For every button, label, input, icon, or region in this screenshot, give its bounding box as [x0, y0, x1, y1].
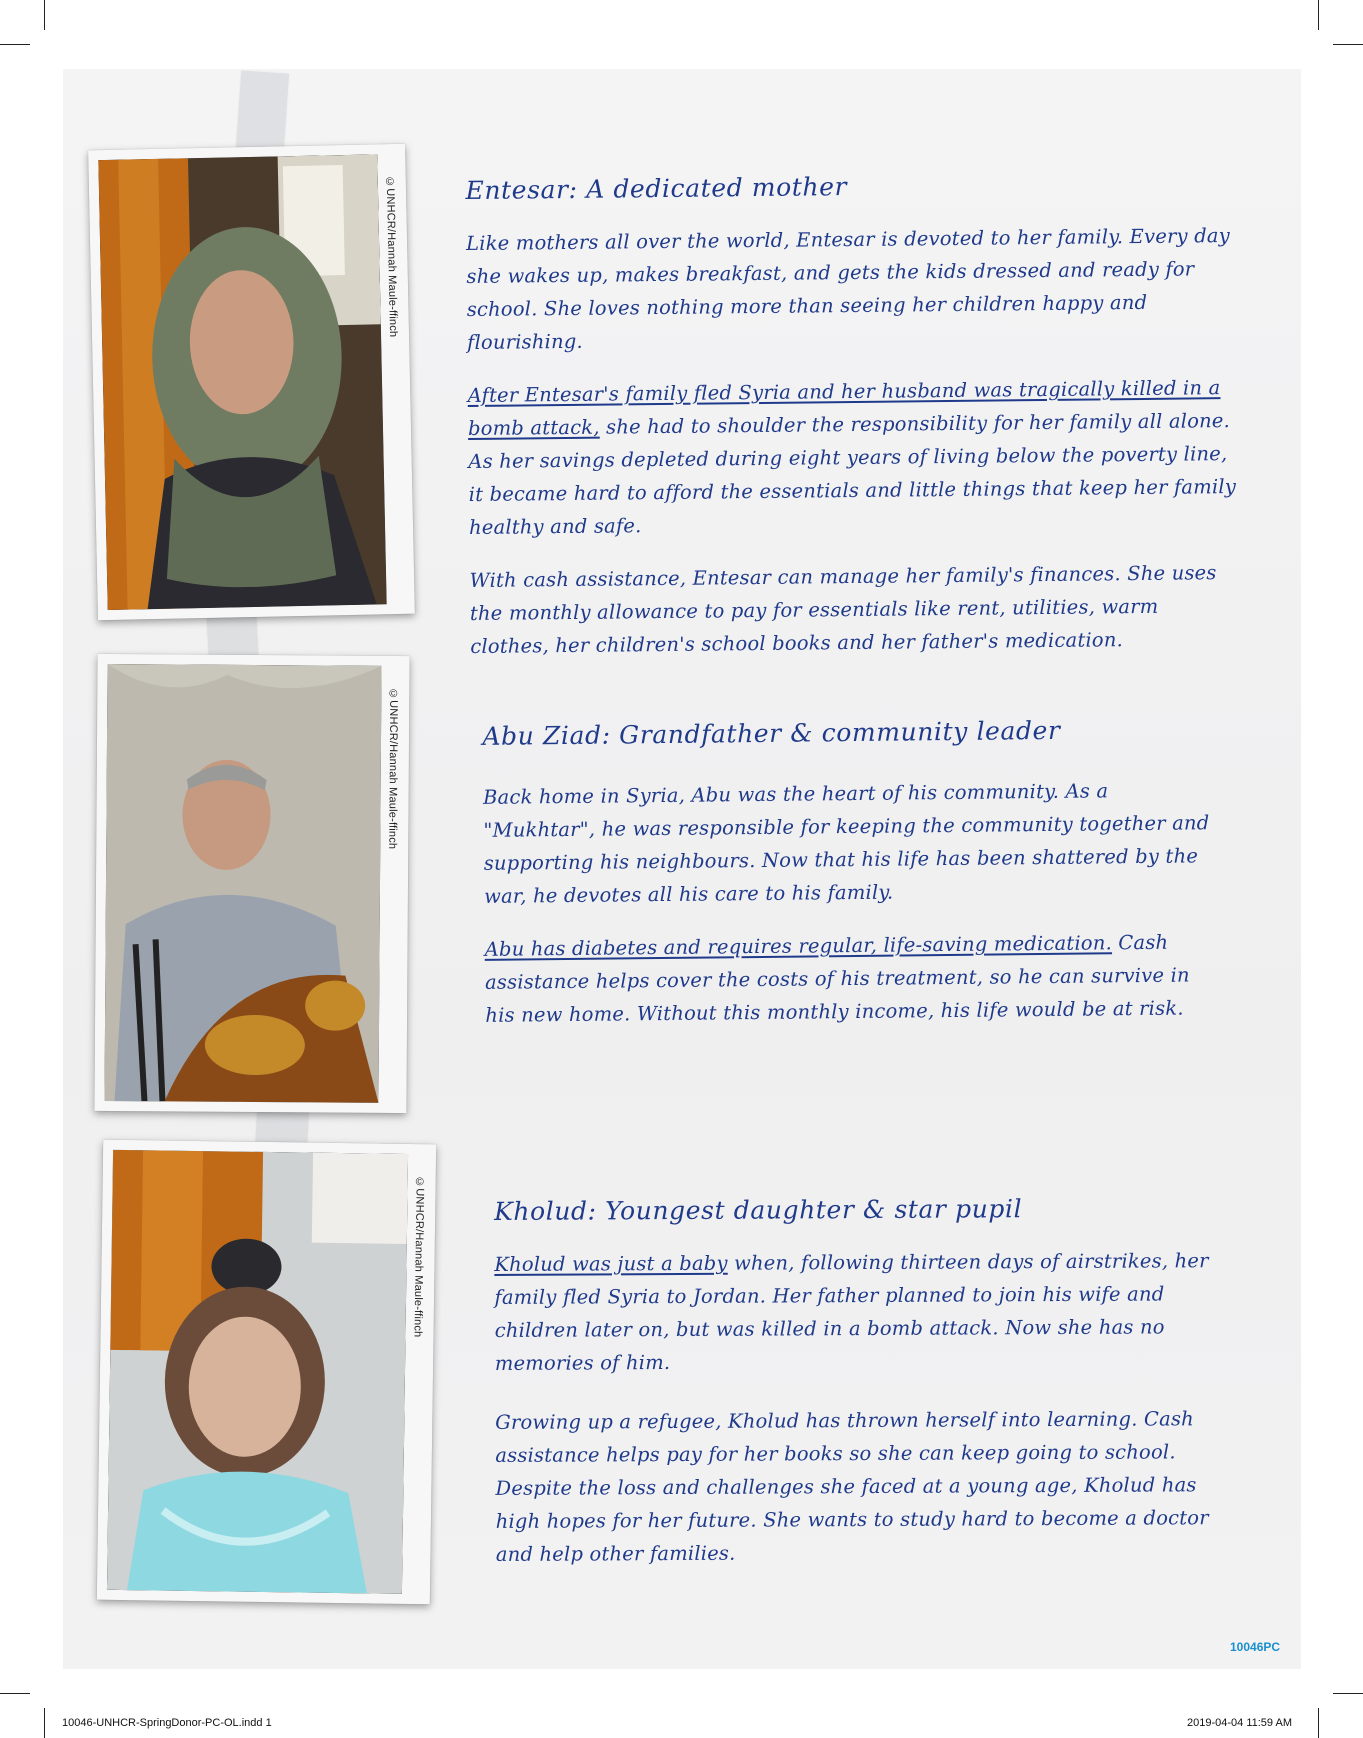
story-title: Abu Ziad: Grandfather & community leader [482, 715, 1061, 751]
crop-mark [44, 0, 45, 30]
story-title: Kholud: Youngest daughter & star pupil [493, 1194, 1023, 1226]
underlined-text: Abu has diabetes and requires regular, life-saving medication. [484, 931, 1113, 961]
story-paragraph [495, 1402, 1236, 1571]
crop-mark [1318, 0, 1319, 30]
story-paragraph [467, 371, 1239, 544]
paragraph-text: Like mothers all over the world, Entesar is devoted to her family. Every day she wakes up, makes breakfast, and gets the kids dressed and ready for school. She loves nothing more than seeing her children happy and flourishing. [465, 224, 1230, 355]
footer-timestamp: 2019-04-04 11:59 AM [1187, 1717, 1292, 1729]
photo-credit: ©UNHCR/Hannah Maule-ffinch [383, 175, 400, 338]
photo-credit: ©UNHCR/Hannah Maule-ffinch [386, 687, 400, 850]
story-paragraph [494, 1244, 1235, 1380]
footer-filename: 10046-UNHCR-SpringDonor-PC-OL.indd 1 [62, 1717, 272, 1729]
underlined-text: After Entesar's family fled Syria and her husband was tragically killed in a bomb attack, [467, 376, 1221, 441]
portrait-photo-kholud [107, 1150, 408, 1594]
story-title: Entesar: A dedicated mother [465, 172, 848, 206]
paragraph-text: Cash assistance helps cover the costs of his treatment, so he can survive in his new home. Without this monthly income, his life would be at risk. [484, 930, 1190, 1027]
photo-frame-kholud [97, 1140, 436, 1605]
portrait-photo-entesar [98, 154, 386, 610]
paragraph-text: she had to shoulder the responsibility for her family all alone. As her savings depleted during eight years of living below the poverty line, it became hard to afford the essentials and little things that keep her family healthy and safe. [468, 409, 1237, 540]
story-kholud [494, 1193, 1236, 1591]
crop-mark [1333, 44, 1363, 45]
paragraph-text: Back home in Syria, Abu was the heart of his community. As a "Mukhtar", he was responsible for keeping the community together and supporting his neighbours. Now that his life has been shattered by the war, he devotes all his care to his family. [482, 779, 1210, 908]
story-paragraph [483, 773, 1224, 913]
paragraph-text: when, following thirteen days of airstrikes, her family fled Syria to Jordan. Her father planned to join his wife and children later on, but was killed in a bomb attack. Now she has no memories of him. [494, 1249, 1209, 1375]
underlined-text: Kholud was just a baby [494, 1251, 728, 1276]
portrait-photo-abu-ziad [104, 664, 381, 1103]
crop-mark [0, 44, 30, 45]
story-paragraph [466, 219, 1237, 359]
photo-frame-entesar [88, 144, 415, 621]
crop-mark [1333, 1693, 1363, 1694]
document-code: 10046PC [1230, 1640, 1281, 1654]
crop-mark [44, 1708, 45, 1738]
paragraph-text: With cash assistance, Entesar can manage her family's finances. She uses the monthly allowance to pay for essentials like rent, utilities, warm clothes, her children's school books and her father's medication. [469, 561, 1217, 659]
story-entesar [465, 168, 1240, 683]
story-paragraph [485, 925, 1226, 1032]
photo-frame-abu-ziad [94, 654, 409, 1113]
crop-mark [0, 1693, 30, 1694]
crop-mark [1318, 1708, 1319, 1738]
story-abu-ziad [482, 714, 1225, 1052]
paragraph-text: Growing up a refugee, Kholud has thrown herself into learning. Cash assistance helps pay for her books so she can keep going to school. Despite the loss and challenges she faced at a young age, Kholud has high hopes for her future. She wants to study hard to become a doctor and help other families. [495, 1407, 1209, 1566]
photo-credit: ©UNHCR/Hannah Maule-ffinch [411, 1176, 426, 1338]
story-paragraph [469, 556, 1240, 663]
